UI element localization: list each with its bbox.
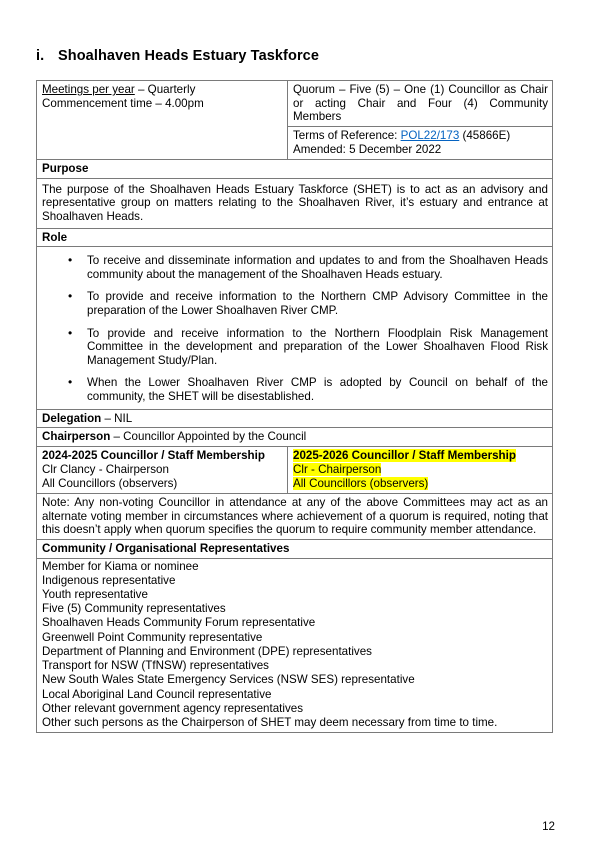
list-item: Transport for NSW (TfNSW) representatives (42, 659, 269, 673)
list-item: Youth representative (42, 588, 148, 602)
table-row-community-items (37, 558, 553, 732)
table-row-role-items (37, 247, 553, 409)
bullet-icon: • (68, 289, 73, 304)
list-item: Local Aboriginal Land Council representative (42, 687, 272, 701)
list-item: Greenwell Point Community representative (42, 630, 263, 644)
purpose-text: The purpose of the Shoalhaven Heads Estuary Taskforce (SHET) is to act as an advisory and representative group on matters relating to the Shoalhaven River, it’s estuary and entrance at Shoalhaven Heads. (42, 182, 548, 223)
table-row-chairperson (37, 428, 553, 447)
heading-number: i. (36, 48, 45, 64)
cell-terms-of-reference (288, 126, 553, 159)
role-list (42, 254, 548, 403)
table-row-meetings-quorum (37, 81, 553, 127)
meetings-label: Meetings per year (42, 83, 135, 96)
delegation-label: Delegation (42, 411, 102, 425)
meetings-line (42, 83, 283, 97)
list-item: Five (5) Community representatives (42, 602, 226, 616)
cell-membership-previous (37, 446, 288, 494)
cell-community-title (37, 540, 553, 559)
membership-previous-line: All Councillors (observers) (42, 477, 178, 491)
bullet-icon: • (68, 325, 73, 340)
terms-label: Terms of Reference: (293, 128, 401, 142)
list-item (42, 376, 548, 403)
page-number: 12 (542, 820, 555, 833)
cell-note (37, 494, 553, 540)
membership-previous-heading: 2024-2025 Councillor / Staff Membership (42, 448, 265, 462)
cell-purpose-title (37, 160, 553, 179)
role-item-text: To provide and receive information to the Northern Floodplain Risk Management Committee in the development and preparation of the Lower Shoalhaven Flood Risk Management Study/Plan. (87, 326, 548, 367)
bullet-icon: • (68, 375, 73, 390)
page-title (36, 47, 556, 65)
commencement-line: Commencement time – 4.00pm (42, 97, 204, 111)
chairperson-label: Chairperson (42, 430, 111, 444)
terms-line (293, 129, 548, 143)
table-row-membership (37, 446, 553, 494)
table-row-purpose-title (37, 160, 553, 179)
cell-purpose-body (37, 178, 553, 228)
table-row-delegation (37, 409, 553, 428)
cell-chairperson (37, 428, 553, 447)
cell-role-title (37, 228, 553, 247)
chairperson-value: – Councillor Appointed by the Council (110, 430, 307, 444)
cell-role-items (37, 247, 553, 409)
table-row-purpose-body (37, 178, 553, 228)
meetings-value: – Quarterly (134, 83, 196, 96)
list-item: Shoalhaven Heads Community Forum representative (42, 616, 316, 630)
list-item: Member for Kiama or nominee (42, 559, 199, 573)
cell-delegation (37, 409, 553, 428)
role-item-text: To provide and receive information to the Northern CMP Advisory Committee in the preparation of the Lower Shoalhaven River CMP. (87, 290, 548, 317)
terms-of-reference-table (36, 80, 553, 733)
purpose-title: Purpose (42, 162, 89, 176)
list-item (42, 327, 548, 368)
cell-quorum (288, 81, 553, 127)
terms-amended: Amended: 5 December 2022 (293, 142, 442, 156)
table-row-note (37, 494, 553, 540)
list-item (42, 254, 548, 281)
list-item: New South Wales State Emergency Services (NSW SES) representative (42, 673, 415, 687)
heading-text: Shoalhaven Heads Estuary Taskforce (58, 48, 320, 64)
list-item: Other relevant government agency representatives (42, 701, 304, 715)
community-title: Community / Organisational Representatives (42, 542, 290, 556)
policy-link[interactable]: POL22/173 (400, 128, 460, 142)
membership-previous-line: Clr Clancy - Chairperson (42, 462, 169, 476)
membership-current-line: All Councillors (observers) (293, 477, 429, 491)
bullet-icon: • (68, 253, 73, 268)
membership-current-line: Clr - Chairperson (293, 462, 382, 476)
delegation-value: – NIL (101, 411, 133, 425)
table-row-community-title (37, 540, 553, 559)
list-item: Department of Planning and Environment (DPE) representatives (42, 644, 372, 658)
note-text: Note: Any non-voting Councillor in attendance at any of the above Committees may act as an alternate voting member in circumstances where achievement of a quorum is required, noting that this doesn’t apply when quorum specifies the quorum to require community member attendance. (42, 496, 548, 537)
cell-membership-current (288, 446, 553, 494)
role-item-text: To receive and disseminate information and updates to and from the Shoalhaven Heads community about the management of the Shoalhaven Heads estuary. (87, 254, 548, 281)
cell-meetings (37, 81, 288, 160)
list-item: Indigenous representative (42, 573, 176, 587)
terms-suffix: (45866E) (459, 128, 511, 142)
quorum-text: Quorum – Five (5) – One (1) Councillor as Chair or acting Chair and Four (4) Community Members (293, 83, 548, 124)
table-row-role-title (37, 228, 553, 247)
cell-community-items (37, 558, 553, 732)
list-item (42, 290, 548, 317)
role-item-text: When the Lower Shoalhaven River CMP is adopted by Council on behalf of the community, the SHET will be disestablished. (87, 376, 548, 403)
list-item: Other such persons as the Chairperson of SHET may deem necessary from time to time. (42, 715, 498, 729)
role-title: Role (42, 230, 68, 244)
membership-current-heading: 2025-2026 Councillor / Staff Membership (293, 448, 516, 462)
